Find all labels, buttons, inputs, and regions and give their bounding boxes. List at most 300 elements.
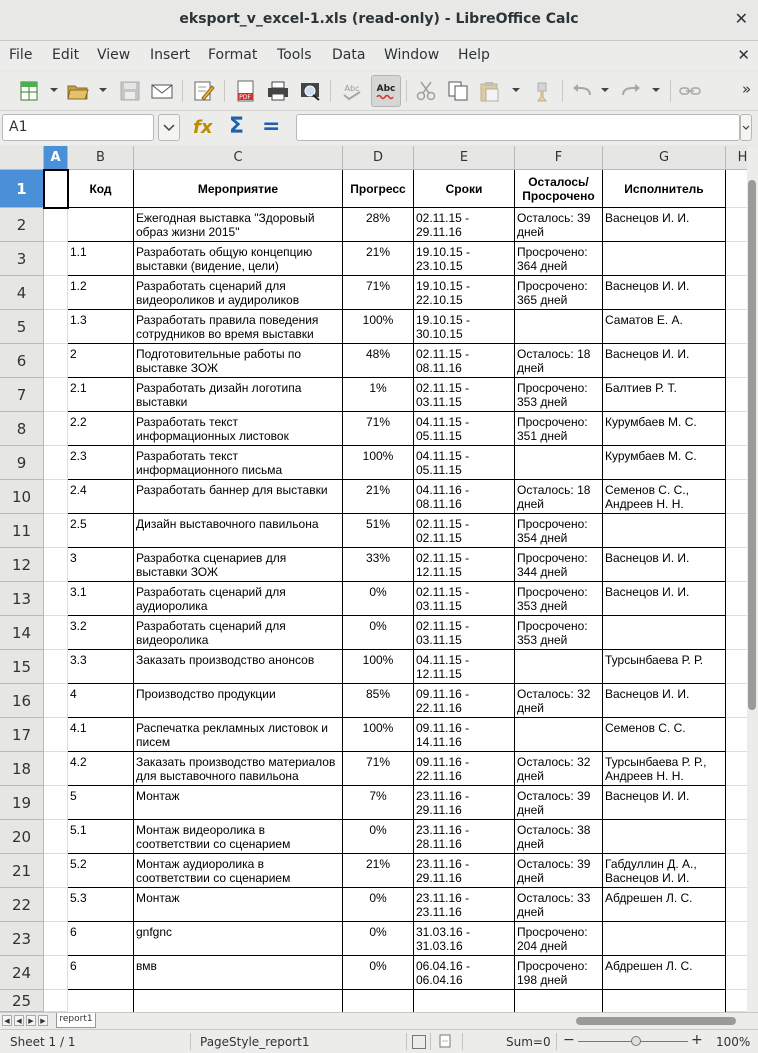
sheet-indicator: Sheet 1 / 1 [10, 1035, 76, 1049]
cell-h[interactable] [726, 684, 747, 718]
cell-progress[interactable]: 0% [343, 582, 414, 616]
cell-code[interactable]: 3 [68, 548, 134, 582]
cell-h[interactable] [726, 310, 747, 344]
cell-h[interactable] [726, 412, 747, 446]
cell-a[interactable] [44, 854, 68, 888]
cell-a[interactable] [44, 310, 68, 344]
spreadsheet-grid[interactable] [0, 146, 747, 1012]
cell-h[interactable] [726, 922, 747, 956]
cell-a[interactable] [44, 922, 68, 956]
zoom-slider-knob[interactable] [631, 1036, 641, 1046]
cell-h[interactable] [726, 752, 747, 786]
cell-event[interactable]: вмв [134, 956, 343, 990]
column-header-a[interactable]: A [44, 146, 68, 170]
print-icon[interactable] [266, 80, 290, 102]
email-icon[interactable] [150, 80, 174, 102]
cell-remaining[interactable] [515, 718, 603, 752]
cell-event[interactable]: Заказать производство анонсов [134, 650, 343, 684]
sum-icon[interactable]: Σ [229, 114, 245, 139]
cell-a[interactable] [44, 514, 68, 548]
undo-icon[interactable] [570, 80, 594, 102]
zoom-in-button[interactable]: + [691, 1032, 703, 1048]
cell-remaining[interactable]: Осталось: 39 дней [515, 854, 603, 888]
cell-progress[interactable]: 85% [343, 684, 414, 718]
cell-dates[interactable]: 23.11.16 - 29.11.16 [414, 854, 515, 888]
cell-event[interactable]: Монтаж [134, 888, 343, 922]
cell-executor[interactable] [603, 820, 726, 854]
cell-dates[interactable]: 02.11.15 - 02.11.15 [414, 514, 515, 548]
cell-remaining[interactable]: Просрочено: 364 дней [515, 242, 603, 276]
cell-code[interactable]: 2.5 [68, 514, 134, 548]
cell-event[interactable]: Ежегодная выставка "Здоровый образ жизни 2015" [134, 208, 343, 242]
cell-a[interactable] [44, 582, 68, 616]
cell-remaining[interactable]: Просрочено: 344 дней [515, 548, 603, 582]
cell-executor[interactable]: Семенов С. С., Андреев Н. Н. [603, 480, 726, 514]
redo-icon[interactable] [619, 80, 643, 102]
cell-h[interactable] [726, 480, 747, 514]
cell-a[interactable] [44, 752, 68, 786]
cell-dates[interactable]: 23.11.16 - 28.11.16 [414, 820, 515, 854]
cell-code[interactable]: 5.2 [68, 854, 134, 888]
row-header-10[interactable]: 10 [0, 480, 44, 514]
cell-remaining[interactable]: Просрочено: 365 дней [515, 276, 603, 310]
menu-view[interactable]: View [97, 47, 131, 63]
cell-remaining[interactable]: Осталось: 39 дней [515, 786, 603, 820]
cell-event[interactable]: gnfgnc [134, 922, 343, 956]
cell-executor[interactable]: Саматов Е. А. [603, 310, 726, 344]
cell-dates[interactable]: 19.10.15 - 30.10.15 [414, 310, 515, 344]
cell-a[interactable] [44, 344, 68, 378]
row-header-8[interactable]: 8 [0, 412, 44, 446]
cell-a[interactable] [44, 446, 68, 480]
cell-progress[interactable]: 100% [343, 446, 414, 480]
clone-formatting-icon[interactable] [530, 80, 554, 102]
copy-icon[interactable] [446, 80, 470, 102]
cell-code[interactable]: 4.1 [68, 718, 134, 752]
row-header-22[interactable]: 22 [0, 888, 44, 922]
auto-spellcheck-icon[interactable] [371, 75, 401, 107]
cell-remaining[interactable] [515, 650, 603, 684]
cell-event[interactable]: Разработать общую концепцию выставки (видение, цели) [134, 242, 343, 276]
cell-h[interactable] [726, 548, 747, 582]
cell-dates[interactable]: 19.10.15 - 22.10.15 [414, 276, 515, 310]
cell-code[interactable]: 3.1 [68, 582, 134, 616]
cell-dates[interactable]: 19.10.15 - 23.10.15 [414, 242, 515, 276]
cell-a[interactable] [44, 548, 68, 582]
cell-executor[interactable]: Семенов С. С. [603, 718, 726, 752]
cell-progress[interactable]: 0% [343, 888, 414, 922]
cell-a[interactable] [44, 276, 68, 310]
cell-remaining[interactable]: Осталось: 38 дней [515, 820, 603, 854]
header-cell-executor[interactable]: Исполнитель [603, 170, 726, 208]
row-header-6[interactable]: 6 [0, 344, 44, 378]
cell-remaining[interactable]: Просрочено: 198 дней [515, 956, 603, 990]
cell-executor[interactable]: Курумбаев М. С. [603, 412, 726, 446]
cell-a[interactable] [44, 616, 68, 650]
save-icon[interactable] [118, 80, 142, 102]
svg-text:Abc: Abc [376, 84, 396, 94]
cell-code[interactable]: 1.2 [68, 276, 134, 310]
cell-progress[interactable]: 28% [343, 208, 414, 242]
cell-progress[interactable]: 100% [343, 718, 414, 752]
cell-dates[interactable]: 23.11.16 - 23.11.16 [414, 888, 515, 922]
row-header-9[interactable]: 9 [0, 446, 44, 480]
cell-event[interactable]: Подготовительные работы по выставке ЗОЖ [134, 344, 343, 378]
menu-tools[interactable]: Tools [277, 47, 312, 63]
cell-event[interactable]: Дизайн выставочного павильона [134, 514, 343, 548]
cell-code[interactable]: 5 [68, 786, 134, 820]
cell-code[interactable]: 2.2 [68, 412, 134, 446]
cell-event[interactable]: Разработать баннер для выставки [134, 480, 343, 514]
cell-executor[interactable]: Васнецов И. И. [603, 276, 726, 310]
header-cell-event[interactable]: Мероприятие [134, 170, 343, 208]
cell-progress[interactable]: 0% [343, 820, 414, 854]
cell-remaining[interactable]: Осталось: 39 дней [515, 208, 603, 242]
cell-remaining[interactable]: Осталось: 33 дней [515, 888, 603, 922]
cell-remaining[interactable]: Осталось: 32 дней [515, 752, 603, 786]
cell-progress[interactable]: 21% [343, 480, 414, 514]
cell-executor[interactable]: Турсынбаева Р. Р., Андреев Н. Н. [603, 752, 726, 786]
cell-event[interactable]: Разработка сценариев для выставки ЗОЖ [134, 548, 343, 582]
menu-data[interactable]: Data [332, 47, 366, 63]
menu-file[interactable]: File [9, 47, 33, 63]
cell-executor[interactable]: Васнецов И. И. [603, 344, 726, 378]
cell-remaining[interactable]: Просрочено: 351 дней [515, 412, 603, 446]
cell-dates[interactable]: 04.11.15 - 05.11.15 [414, 446, 515, 480]
cell-a[interactable] [44, 786, 68, 820]
cell-h[interactable] [726, 718, 747, 752]
cell-event[interactable]: Производство продукции [134, 684, 343, 718]
cell-remaining[interactable] [515, 310, 603, 344]
cell-code[interactable]: 2.1 [68, 378, 134, 412]
cell-dates[interactable]: 09.11.16 - 14.11.16 [414, 718, 515, 752]
cell-dates[interactable]: 06.04.16 - 06.04.16 [414, 956, 515, 990]
cell-progress[interactable]: 7% [343, 786, 414, 820]
undo-dropdown-icon[interactable] [601, 88, 609, 92]
print-preview-icon[interactable] [298, 80, 322, 102]
cell-executor[interactable]: Васнецов И. И. [603, 684, 726, 718]
cell-h[interactable] [726, 446, 747, 480]
cell-event[interactable]: Разработать текст информационного письма [134, 446, 343, 480]
cell-event[interactable]: Монтаж видеоролика в соответствии со сценарием [134, 820, 343, 854]
menu-insert[interactable]: Insert [150, 47, 191, 63]
cell-code[interactable]: 2.3 [68, 446, 134, 480]
cell-event[interactable]: Разработать текст информационных листовок [134, 412, 343, 446]
cell-h[interactable] [726, 242, 747, 276]
svg-text:Abc: Abc [344, 84, 360, 93]
function-wizard-icon[interactable]: fx [193, 117, 213, 138]
cell-dates[interactable]: 02.11.15 - 29.11.16 [414, 208, 515, 242]
empty-cell[interactable] [68, 990, 134, 1012]
last-sheet-button[interactable]: ▶ [38, 1015, 48, 1026]
column-header-c[interactable]: C [134, 146, 343, 170]
cell-h[interactable] [726, 820, 747, 854]
cell-remaining[interactable]: Просрочено: 353 дней [515, 582, 603, 616]
row-header-5[interactable]: 5 [0, 310, 44, 344]
paste-dropdown-icon[interactable] [512, 88, 520, 92]
cell-code[interactable]: 6 [68, 922, 134, 956]
cell-remaining[interactable] [515, 446, 603, 480]
column-header-f[interactable]: F [515, 146, 603, 170]
cell-progress[interactable]: 100% [343, 310, 414, 344]
cell-a[interactable] [44, 684, 68, 718]
row-header-23[interactable]: 23 [0, 922, 44, 956]
row-header-18[interactable]: 18 [0, 752, 44, 786]
column-header-g[interactable]: G [603, 146, 726, 170]
cell-executor[interactable]: Абдрешен Л. С. [603, 888, 726, 922]
cell-code[interactable]: 2.4 [68, 480, 134, 514]
cell-remaining[interactable]: Осталось: 32 дней [515, 684, 603, 718]
column-header-b[interactable]: B [68, 146, 134, 170]
cell-a[interactable] [44, 650, 68, 684]
new-dropdown-icon[interactable] [50, 88, 58, 92]
standard-toolbar [0, 72, 758, 111]
sheet-tab-bar [0, 1012, 758, 1029]
cell-dates[interactable]: 04.11.15 - 05.11.15 [414, 412, 515, 446]
cell-h[interactable] [726, 854, 747, 888]
vertical-scrollbar[interactable] [747, 146, 758, 1012]
cell-dates[interactable]: 09.11.16 - 22.11.16 [414, 752, 515, 786]
row-header-7[interactable]: 7 [0, 378, 44, 412]
row-header-15[interactable]: 15 [0, 650, 44, 684]
name-box[interactable]: A1 [2, 114, 154, 141]
header-cell-code[interactable]: Код [68, 170, 134, 208]
cell-h[interactable] [726, 208, 747, 242]
sheet-tab-report1[interactable]: report1 [56, 1013, 96, 1028]
row-header-16[interactable]: 16 [0, 684, 44, 718]
open-dropdown-icon[interactable] [99, 88, 107, 92]
row-header-14[interactable]: 14 [0, 616, 44, 650]
cell-h[interactable] [726, 786, 747, 820]
cell-remaining[interactable]: Просрочено: 204 дней [515, 922, 603, 956]
cell-dates[interactable]: 09.11.16 - 22.11.16 [414, 684, 515, 718]
cell-executor[interactable] [603, 242, 726, 276]
cell-dates[interactable]: 02.11.15 - 08.11.16 [414, 344, 515, 378]
cell-dates[interactable]: 04.11.16 - 08.11.16 [414, 480, 515, 514]
row-header-13[interactable]: 13 [0, 582, 44, 616]
cell-a[interactable] [44, 718, 68, 752]
cell-dates[interactable]: 02.11.15 - 03.11.15 [414, 582, 515, 616]
cell-remaining[interactable]: Просрочено: 353 дней [515, 616, 603, 650]
cell-h[interactable] [726, 582, 747, 616]
cell-a[interactable] [44, 378, 68, 412]
cell-progress[interactable]: 21% [343, 854, 414, 888]
row-header-19[interactable]: 19 [0, 786, 44, 820]
cell-h1[interactable] [726, 170, 747, 208]
cell-progress[interactable]: 1% [343, 378, 414, 412]
cell-code[interactable]: 3.3 [68, 650, 134, 684]
edit-mode-icon[interactable] [192, 80, 216, 102]
header-cell-remaining[interactable]: Осталось/ Просрочено [515, 170, 603, 208]
header-cell-progress[interactable]: Прогресс [343, 170, 414, 208]
document-close-button[interactable]: ✕ [737, 46, 750, 64]
empty-cell[interactable] [515, 990, 603, 1012]
row-header-2[interactable]: 2 [0, 208, 44, 242]
cell-executor[interactable] [603, 514, 726, 548]
row-header-1[interactable]: 1 [0, 170, 44, 208]
cell-event[interactable]: Монтаж [134, 786, 343, 820]
cell-progress[interactable]: 51% [343, 514, 414, 548]
row-header-3[interactable]: 3 [0, 242, 44, 276]
page-style[interactable]: PageStyle_report1 [200, 1035, 310, 1049]
row-header-21[interactable]: 21 [0, 854, 44, 888]
cell-executor[interactable]: Васнецов И. И. [603, 582, 726, 616]
cell-h[interactable] [726, 616, 747, 650]
menu-bar [0, 41, 758, 71]
cell-remaining[interactable]: Просрочено: 354 дней [515, 514, 603, 548]
cut-icon[interactable] [414, 80, 438, 102]
toolbar-overflow-button[interactable]: » [742, 80, 752, 98]
new-spreadsheet-icon[interactable] [18, 80, 42, 102]
cell-event[interactable]: Разработать сценарий для видеороликов и аудироликов [134, 276, 343, 310]
cell-progress[interactable]: 21% [343, 242, 414, 276]
cell-executor[interactable] [603, 616, 726, 650]
horizontal-scrollbar[interactable] [576, 1017, 736, 1025]
cell-a[interactable] [44, 956, 68, 990]
cell-event[interactable]: Заказать производство материалов для выставочного павильона [134, 752, 343, 786]
cell-code[interactable]: 6 [68, 956, 134, 990]
cell-executor[interactable]: Турсынбаева Р. Р. [603, 650, 726, 684]
cell-executor[interactable]: Габдуллин Д. А., Васнецов И. И. [603, 854, 726, 888]
cell-h[interactable] [726, 344, 747, 378]
column-header-e[interactable]: E [414, 146, 515, 170]
cell-dates[interactable]: 02.11.15 - 03.11.15 [414, 616, 515, 650]
cell-event[interactable]: Разработать сценарий для видеоролика [134, 616, 343, 650]
cell-event[interactable]: Распечатка рекламных листовок и писем [134, 718, 343, 752]
cell-executor[interactable]: Васнецов И. И. [603, 786, 726, 820]
menu-window[interactable]: Window [384, 47, 440, 63]
empty-cell[interactable] [44, 990, 68, 1012]
svg-text:PDF: PDF [239, 94, 251, 101]
row-header-25[interactable]: 25 [0, 990, 44, 1012]
cell-h[interactable] [726, 378, 747, 412]
cell-progress[interactable]: 71% [343, 412, 414, 446]
cell-progress[interactable]: 0% [343, 956, 414, 990]
cell-a[interactable] [44, 888, 68, 922]
cell-h[interactable] [726, 888, 747, 922]
window-close-button[interactable]: ✕ [734, 9, 748, 28]
select-all-corner[interactable] [0, 146, 44, 170]
cell-h[interactable] [726, 276, 747, 310]
cell-code[interactable]: 2 [68, 344, 134, 378]
menu-edit[interactable]: Edit [52, 47, 80, 63]
cell-progress[interactable]: 0% [343, 616, 414, 650]
empty-cell[interactable] [343, 990, 414, 1012]
formula-expand-button[interactable] [740, 114, 752, 141]
cell-progress[interactable]: 71% [343, 752, 414, 786]
zoom-level[interactable]: 100% [716, 1035, 751, 1049]
spellcheck-icon[interactable] [340, 80, 364, 102]
cell-a[interactable] [44, 208, 68, 242]
cell-code[interactable]: 1.3 [68, 310, 134, 344]
cell-a[interactable] [44, 480, 68, 514]
cell-code[interactable] [68, 208, 134, 242]
empty-cell[interactable] [603, 990, 726, 1012]
cell-event[interactable]: Монтаж аудиоролика в соответствии со сценарием [134, 854, 343, 888]
cell-event[interactable]: Разработать дизайн логотипа выставки [134, 378, 343, 412]
cell-code[interactable]: 5.1 [68, 820, 134, 854]
cell-code[interactable]: 1.1 [68, 242, 134, 276]
export-pdf-icon[interactable] [234, 80, 258, 102]
cell-executor[interactable]: Балтиев Р. Т. [603, 378, 726, 412]
cell-h[interactable] [726, 650, 747, 684]
cell-remaining[interactable]: Осталось: 18 дней [515, 344, 603, 378]
formula-input[interactable] [296, 114, 740, 141]
cell-executor[interactable] [603, 922, 726, 956]
cell-code[interactable]: 3.2 [68, 616, 134, 650]
cell-progress[interactable]: 71% [343, 276, 414, 310]
paste-icon[interactable] [478, 80, 502, 102]
cell-dates[interactable]: 02.11.15 - 12.11.15 [414, 548, 515, 582]
cell-code[interactable]: 4.2 [68, 752, 134, 786]
cell-dates[interactable]: 02.11.15 - 03.11.15 [414, 378, 515, 412]
column-header-d[interactable]: D [343, 146, 414, 170]
cell-progress[interactable]: 48% [343, 344, 414, 378]
formula-icon[interactable]: = [262, 114, 281, 139]
empty-cell[interactable] [414, 990, 515, 1012]
row-header-11[interactable]: 11 [0, 514, 44, 548]
row-header-17[interactable]: 17 [0, 718, 44, 752]
redo-dropdown-icon[interactable] [652, 88, 660, 92]
cell-executor[interactable]: Абдрешен Л. С. [603, 956, 726, 990]
zoom-out-button[interactable]: − [563, 1032, 575, 1048]
cell-code[interactable]: 4 [68, 684, 134, 718]
title-bar [0, 0, 758, 41]
cell-remaining[interactable]: Осталось: 18 дней [515, 480, 603, 514]
insert-mode-icon [412, 1035, 426, 1049]
cell-dates[interactable]: 23.11.16 - 29.11.16 [414, 786, 515, 820]
prev-sheet-button[interactable]: ◀ [14, 1015, 24, 1026]
cell-event[interactable]: Разработать сценарий для аудиоролика [134, 582, 343, 616]
next-sheet-button[interactable]: ▶ [26, 1015, 36, 1026]
header-cell-dates[interactable]: Сроки [414, 170, 515, 208]
vertical-scroll-thumb[interactable] [748, 180, 756, 710]
cell-executor[interactable]: Васнецов И. И. [603, 548, 726, 582]
formula-bar [0, 111, 758, 145]
row-header-24[interactable]: 24 [0, 956, 44, 990]
empty-cell[interactable] [726, 990, 747, 1012]
cell-h[interactable] [726, 956, 747, 990]
column-header-h[interactable]: H [726, 146, 747, 170]
empty-cell[interactable] [134, 990, 343, 1012]
cell-dates[interactable]: 04.11.15 - 12.11.15 [414, 650, 515, 684]
cell-a[interactable] [44, 242, 68, 276]
cell-progress[interactable]: 33% [343, 548, 414, 582]
first-sheet-button[interactable]: ◀ [2, 1015, 12, 1026]
menu-format[interactable]: Format [208, 47, 258, 63]
cell-code[interactable]: 5.3 [68, 888, 134, 922]
cell-executor[interactable]: Васнецов И. И. [603, 208, 726, 242]
cell-remaining[interactable]: Просрочено: 353 дней [515, 378, 603, 412]
hyperlink-icon[interactable] [678, 80, 702, 102]
cell-dates[interactable]: 31.03.16 - 31.03.16 [414, 922, 515, 956]
name-box-dropdown[interactable] [158, 114, 180, 141]
row-header-12[interactable]: 12 [0, 548, 44, 582]
document-modified-icon [438, 1034, 452, 1051]
cell-progress[interactable]: 0% [343, 922, 414, 956]
cell-a[interactable] [44, 820, 68, 854]
cell-progress[interactable]: 100% [343, 650, 414, 684]
cell-a[interactable] [44, 412, 68, 446]
window-title: eksport_v_excel-1.xls (read-only) - LibreOffice Calc [179, 11, 579, 27]
cell-h[interactable] [726, 514, 747, 548]
row-header-20[interactable]: 20 [0, 820, 44, 854]
open-icon[interactable] [66, 80, 90, 102]
cell-executor[interactable]: Курумбаев М. С. [603, 446, 726, 480]
menu-help[interactable]: Help [458, 47, 490, 63]
row-header-4[interactable]: 4 [0, 276, 44, 310]
cell-event[interactable]: Разработать правила поведения сотрудников во время выставки [134, 310, 343, 344]
